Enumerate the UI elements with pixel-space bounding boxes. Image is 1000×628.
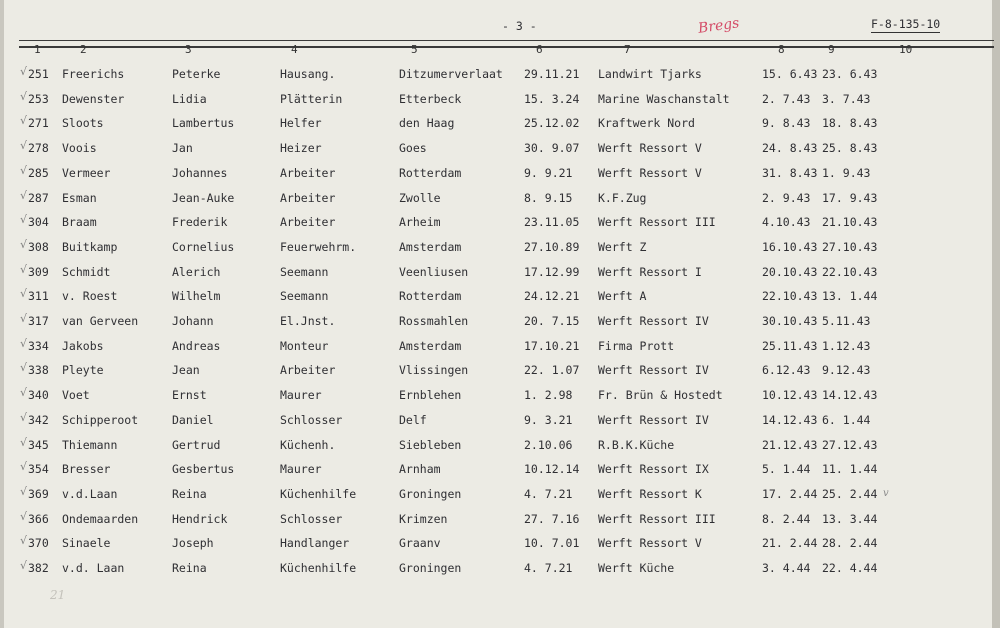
cell-surname: Voet [62,388,90,402]
cell-occupation: Küchenh. [280,438,336,452]
margin-check-mark: v [883,488,889,499]
cell-employer: Werft Ressort I [598,265,702,279]
cell-date-from: 15. 6.43 [762,67,818,81]
cell-occupation: Arbeiter [280,191,336,205]
column-number: 1 [34,43,41,56]
check-mark: √ [20,263,28,276]
cell-entry-number: 287 [28,191,49,205]
cell-surname: Pleyte [62,363,104,377]
check-mark: √ [20,287,28,300]
cell-date-to: 28. 2.44 [822,536,878,550]
cell-date-from: 2. 9.43 [762,191,811,205]
cell-birthplace: Siebleben [399,438,462,452]
cell-date-to: 27.12.43 [822,438,878,452]
cell-employer: Werft Ressort IV [598,314,709,328]
check-mark: √ [20,114,28,127]
column-number: 10 [899,43,913,56]
cell-birth-date: 10.12.14 [524,462,580,476]
cell-date-to: 22.10.43 [822,265,878,279]
column-number: 4 [291,43,298,56]
cell-surname: Voois [62,141,97,155]
cell-date-to: 21.10.43 [822,215,878,229]
column-number: 7 [624,43,631,56]
cell-date-from: 14.12.43 [762,413,818,427]
cell-occupation: Maurer [280,388,322,402]
cell-date-to: 6. 1.44 [822,413,871,427]
cell-occupation: El.Jnst. [280,314,336,328]
cell-date-from: 30.10.43 [762,314,818,328]
cell-entry-number: 354 [28,462,49,476]
cell-date-from: 8. 2.44 [762,512,811,526]
cell-birthplace: Goes [399,141,427,155]
cell-first-name: Andreas [172,339,221,353]
cell-birth-date: 10. 7.01 [524,536,580,550]
cell-surname: Freerichs [62,67,125,81]
cell-occupation: Plätterin [280,92,343,106]
check-mark: √ [20,213,28,226]
cell-birth-date: 4. 7.21 [524,561,573,575]
faint-pencil-mark: 21 [50,588,66,602]
cell-first-name: Cornelius [172,240,235,254]
cell-date-from: 6.12.43 [762,363,811,377]
cell-birth-date: 20. 7.15 [524,314,580,328]
cell-birth-date: 23.11.05 [524,215,580,229]
check-mark: √ [20,65,28,78]
cell-employer: Werft Ressort K [598,487,702,501]
cell-employer: Landwirt Tjarks [598,67,702,81]
cell-occupation: Küchenhilfe [280,487,357,501]
cell-surname: v.d.Laan [62,487,118,501]
cell-date-to: 13. 1.44 [822,289,878,303]
column-number: 8 [778,43,785,56]
cell-employer: Marine Waschanstalt [598,92,730,106]
cell-birth-date: 4. 7.21 [524,487,573,501]
cell-birthplace: Vlissingen [399,363,469,377]
cell-birthplace: Krimzen [399,512,448,526]
check-mark: √ [20,361,28,374]
cell-date-from: 25.11.43 [762,339,818,353]
cell-birthplace: den Haag [399,116,455,130]
handwritten-note: Bregs [697,15,741,37]
cell-occupation: Arbeiter [280,363,336,377]
cell-first-name: Reina [172,561,207,575]
cell-entry-number: 285 [28,166,49,180]
check-mark: √ [20,189,28,202]
cell-employer: Werft Ressort V [598,536,702,550]
cell-birth-date: 29.11.21 [524,67,580,81]
cell-surname: Sloots [62,116,104,130]
cell-first-name: Wilhelm [172,289,221,303]
cell-first-name: Alerich [172,265,221,279]
cell-date-from: 2. 7.43 [762,92,811,106]
check-mark: √ [20,164,28,177]
cell-surname: van Gerveen [62,314,139,328]
check-mark: √ [20,337,28,350]
cell-first-name: Lidia [172,92,207,106]
cell-employer: Fr. Brün & Hostedt [598,388,723,402]
cell-first-name: Jean [172,363,200,377]
cell-date-from: 21. 2.44 [762,536,818,550]
cell-entry-number: 342 [28,413,49,427]
cell-entry-number: 308 [28,240,49,254]
cell-date-from: 22.10.43 [762,289,818,303]
check-mark: √ [20,510,28,523]
cell-birth-date: 1. 2.98 [524,388,573,402]
cell-first-name: Lambertus [172,116,235,130]
cell-occupation: Küchenhilfe [280,561,357,575]
cell-birthplace: Rotterdam [399,289,462,303]
cell-birth-date: 9. 3.21 [524,413,573,427]
cell-date-to: 9.12.43 [822,363,871,377]
column-number: 9 [828,43,835,56]
cell-occupation: Arbeiter [280,166,336,180]
cell-first-name: Ernst [172,388,207,402]
cell-birthplace: Amsterdam [399,240,462,254]
cell-entry-number: 345 [28,438,49,452]
cell-birth-date: 25.12.02 [524,116,580,130]
cell-first-name: Peterke [172,67,221,81]
cell-entry-number: 271 [28,116,49,130]
cell-birthplace: Zwolle [399,191,441,205]
cell-date-from: 5. 1.44 [762,462,811,476]
cell-entry-number: 338 [28,363,49,377]
cell-occupation: Monteur [280,339,329,353]
cell-entry-number: 251 [28,67,49,81]
check-mark: √ [20,386,28,399]
cell-birth-date: 30. 9.07 [524,141,580,155]
cell-employer: K.F.Zug [598,191,647,205]
cell-surname: Dewenster [62,92,125,106]
cell-surname: Buitkamp [62,240,118,254]
cell-date-to: 3. 7.43 [822,92,871,106]
page-number: - 3 - [502,19,537,33]
check-mark: √ [20,534,28,547]
cell-first-name: Jan [172,141,193,155]
cell-date-from: 31. 8.43 [762,166,818,180]
header-rule-bottom [19,46,994,48]
cell-first-name: Gesbertus [172,462,235,476]
cell-entry-number: 309 [28,265,49,279]
cell-surname: Jakobs [62,339,104,353]
cell-date-to: 17. 9.43 [822,191,878,205]
cell-entry-number: 340 [28,388,49,402]
cell-employer: Werft Küche [598,561,675,575]
cell-birth-date: 22. 1.07 [524,363,580,377]
cell-first-name: Frederik [172,215,228,229]
check-mark: √ [20,559,28,572]
cell-surname: Vermeer [62,166,111,180]
cell-date-to: 27.10.43 [822,240,878,254]
cell-employer: Werft Ressort IX [598,462,709,476]
cell-date-from: 17. 2.44 [762,487,818,501]
cell-date-from: 21.12.43 [762,438,818,452]
cell-entry-number: 334 [28,339,49,353]
cell-surname: Schipperoot [62,413,139,427]
cell-employer: Werft Ressort V [598,141,702,155]
cell-first-name: Johann [172,314,214,328]
cell-first-name: Johannes [172,166,228,180]
cell-birthplace: Rossmahlen [399,314,469,328]
cell-occupation: Heizer [280,141,322,155]
cell-date-to: 5.11.43 [822,314,871,328]
cell-employer: Werft Ressort III [598,215,716,229]
cell-birthplace: Ernblehen [399,388,462,402]
cell-date-to: 25. 2.44 [822,487,878,501]
cell-employer: Werft Z [598,240,647,254]
check-mark: √ [20,90,28,103]
cell-date-to: 14.12.43 [822,388,878,402]
column-number: 5 [411,43,418,56]
cell-first-name: Gertrud [172,438,221,452]
cell-first-name: Hendrick [172,512,228,526]
cell-occupation: Feuerwehrm. [280,240,357,254]
cell-date-to: 1. 9.43 [822,166,871,180]
cell-occupation: Schlosser [280,413,343,427]
check-mark: √ [20,312,28,325]
cell-birthplace: Graanv [399,536,441,550]
reference-code: F-8-135-10 [871,17,941,31]
cell-employer: Werft Ressort IV [598,363,709,377]
cell-birth-date: 17.12.99 [524,265,580,279]
check-mark: √ [20,460,28,473]
cell-surname: Ondemaarden [62,512,139,526]
cell-birthplace: Ditzumerverlaat [399,67,503,81]
cell-birth-date: 2.10.06 [524,438,573,452]
cell-birthplace: Etterbeck [399,92,462,106]
check-mark: √ [20,485,28,498]
cell-first-name: Jean-Auke [172,191,235,205]
cell-occupation: Handlanger [280,536,350,550]
cell-birthplace: Arnham [399,462,441,476]
cell-employer: Werft Ressort IV [598,413,709,427]
cell-date-to: 23. 6.43 [822,67,878,81]
cell-date-from: 20.10.43 [762,265,818,279]
cell-occupation: Schlosser [280,512,343,526]
cell-date-to: 1.12.43 [822,339,871,353]
cell-entry-number: 278 [28,141,49,155]
cell-birthplace: Veenliusen [399,265,469,279]
cell-date-from: 3. 4.44 [762,561,811,575]
cell-employer: Firma Prott [598,339,675,353]
cell-occupation: Seemann [280,265,329,279]
check-mark: √ [20,411,28,424]
cell-entry-number: 304 [28,215,49,229]
cell-birth-date: 8. 9.15 [524,191,573,205]
cell-birthplace: Groningen [399,487,462,501]
cell-entry-number: 311 [28,289,49,303]
cell-first-name: Daniel [172,413,214,427]
check-mark: √ [20,139,28,152]
cell-surname: Sinaele [62,536,111,550]
cell-occupation: Arbeiter [280,215,336,229]
cell-occupation: Maurer [280,462,322,476]
cell-birthplace: Arheim [399,215,441,229]
cell-surname: v. Roest [62,289,118,303]
cell-birth-date: 27. 7.16 [524,512,580,526]
cell-entry-number: 253 [28,92,49,106]
cell-date-from: 24. 8.43 [762,141,818,155]
cell-surname: Bresser [62,462,111,476]
header-rule-top [19,40,994,41]
cell-surname: v.d. Laan [62,561,125,575]
cell-surname: Esman [62,191,97,205]
cell-date-to: 13. 3.44 [822,512,878,526]
cell-occupation: Hausang. [280,67,336,81]
cell-date-to: 18. 8.43 [822,116,878,130]
cell-employer: Kraftwerk Nord [598,116,695,130]
column-number: 6 [536,43,543,56]
cell-entry-number: 366 [28,512,49,526]
cell-birth-date: 17.10.21 [524,339,580,353]
cell-surname: Schmidt [62,265,111,279]
cell-occupation: Seemann [280,289,329,303]
cell-birthplace: Groningen [399,561,462,575]
cell-birth-date: 15. 3.24 [524,92,580,106]
cell-birth-date: 9. 9.21 [524,166,573,180]
cell-entry-number: 370 [28,536,49,550]
cell-date-to: 25. 8.43 [822,141,878,155]
cell-birthplace: Rotterdam [399,166,462,180]
cell-date-from: 10.12.43 [762,388,818,402]
cell-birthplace: Amsterdam [399,339,462,353]
cell-entry-number: 317 [28,314,49,328]
cell-birth-date: 27.10.89 [524,240,580,254]
cell-date-to: 22. 4.44 [822,561,878,575]
cell-date-from: 9. 8.43 [762,116,811,130]
cell-entry-number: 382 [28,561,49,575]
cell-employer: Werft A [598,289,647,303]
cell-employer: Werft Ressort V [598,166,702,180]
check-mark: √ [20,238,28,251]
cell-first-name: Reina [172,487,207,501]
cell-employer: R.B.K.Küche [598,438,675,452]
cell-occupation: Helfer [280,116,322,130]
cell-date-to: 11. 1.44 [822,462,878,476]
check-mark: √ [20,436,28,449]
column-number: 2 [80,43,87,56]
column-number: 3 [185,43,192,56]
cell-date-from: 16.10.43 [762,240,818,254]
cell-first-name: Joseph [172,536,214,550]
cell-surname: Braam [62,215,97,229]
cell-employer: Werft Ressort III [598,512,716,526]
cell-entry-number: 369 [28,487,49,501]
cell-birth-date: 24.12.21 [524,289,580,303]
cell-surname: Thiemann [62,438,118,452]
cell-date-from: 4.10.43 [762,215,811,229]
cell-birthplace: Delf [399,413,427,427]
